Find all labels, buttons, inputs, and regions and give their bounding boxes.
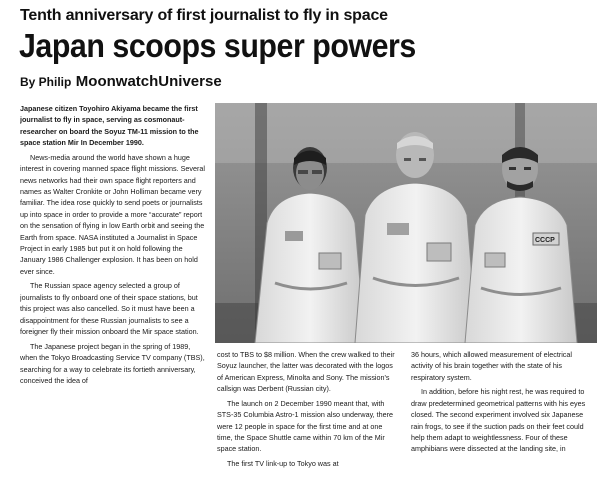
body-paragraph: The first TV link-up to Tokyo was at [227, 459, 339, 469]
body-paragraph: 36 hours, which allowed measurement of electrical activity of his brain together with the state of his respiratory system. [411, 350, 572, 382]
article-byline [20, 73, 222, 91]
text-column-1 [20, 103, 208, 492]
article-kicker: Tenth anniversary of first journalist to fly in space [20, 7, 388, 24]
lead-paragraph: Japanese citizen Toyohiro Akiyama became the first journalist to fly in space, serving as cosmonaut-researcher on board the Soyuz TM-11 mission to the space station Mir In December 1990. [20, 104, 199, 148]
suit-patch-text: CССР [535, 237, 555, 244]
body-paragraph: News-media around the world have shown a huge interest in covering manned space flight missions. Several news networks had their own space flight reporters and names as Walter Cronkite or John Holliman became very familiar. The idea rose quickly to send poets or journalists up into space in order to provide a more “accurate” report on the sensation of flying in low Earth orbit and seeing the Earth from space. NASA instituted a Journalist in Space Project in early 1985 but put it on hold following the January 1986 Challenger explosion. It has been on hold ever since. [20, 152, 205, 276]
body-paragraph: The Russian space agency selected a group of journalists to fly onboard one of their space stations, but this project was also cancelled. So it must have been a disappointment for these Russian journalists to see a foreigner fly their mission onboard the Mir space station. [20, 281, 199, 337]
body-paragraph: In addition, before his night rest, he was required to draw predetermined geometrical patterns with his eyes closed. The second experiment involved six Japanese rain frogs, to see if the suction pads on their feet could help them adapt to weightlessness. Four of these amphibians were dissected at the landing site, in [411, 387, 586, 454]
body-paragraph: The launch on 2 December 1990 meant that, with STS-35 Columbia Astro-1 mission also underway, there were 12 people in space for the first time and at one time, the Space Shuttle came within 70 km of the Mir space station. [217, 398, 394, 454]
text-column-3 [411, 349, 591, 492]
crew-photo [215, 103, 597, 343]
article-headline: Japan scoops super powers [19, 27, 416, 64]
body-paragraph: cost to TBS to $8 million. When the crew walked to their Soyuz launcher, the latter was decorated with the logos of American Express, Minolta and Sony. The mission's callsign was Derbent (Russian city). [217, 350, 395, 394]
text-column-2 [217, 349, 397, 492]
body-paragraph: The Japanese project began in the spring of 1989, when the Tokyo Broadcasting Service TV company (TBS), searching for a way to celebrate its fortieth anniversary, conceived the idea of [20, 341, 205, 385]
byline-prefix: By Philip [20, 75, 72, 89]
byline-name: MoonwatchUniverse [75, 73, 222, 90]
